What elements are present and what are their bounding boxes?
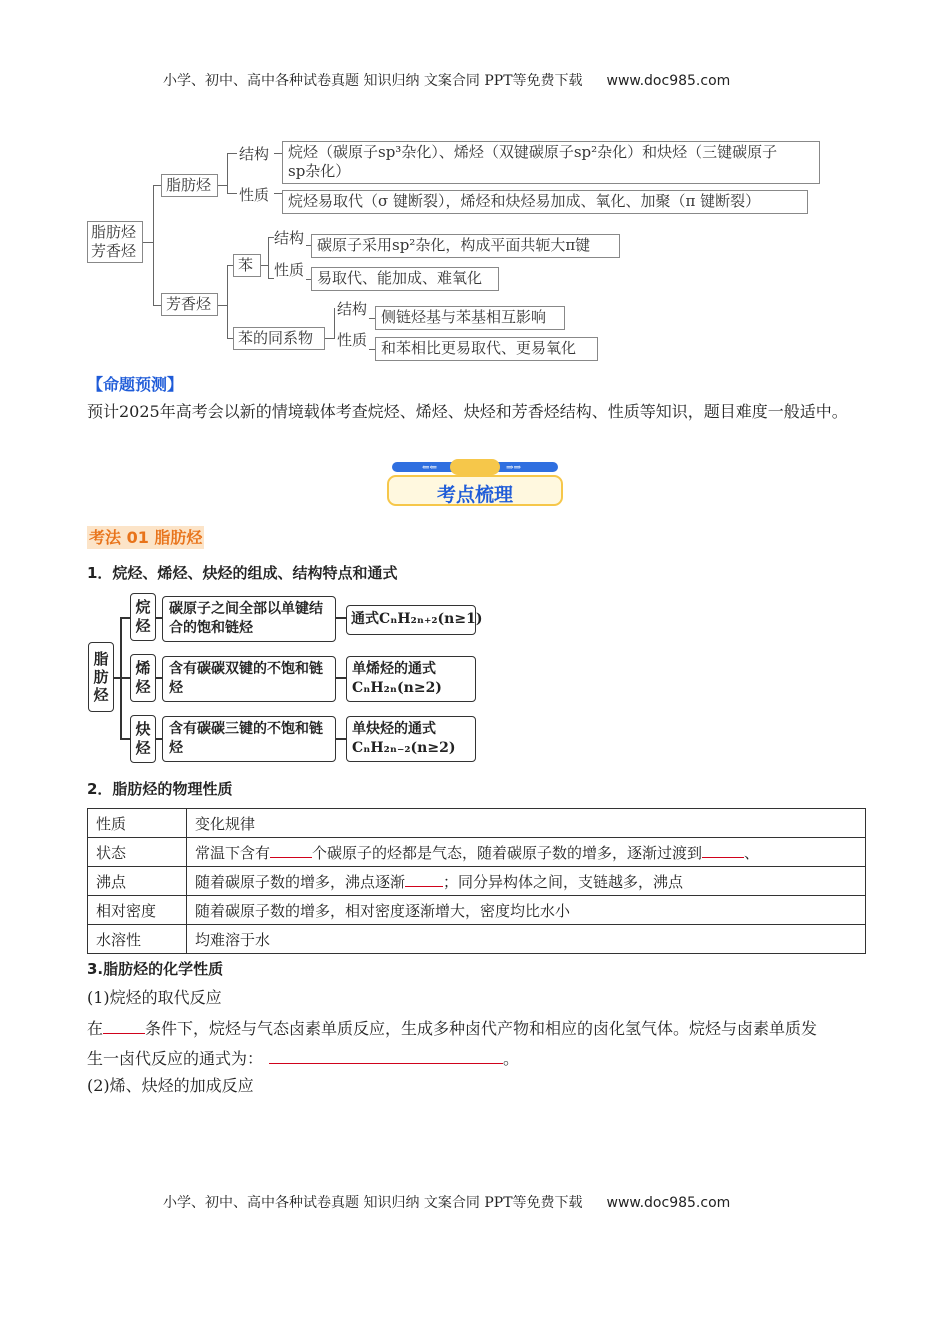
- method-title: 考法 01 脂肪烃: [89, 528, 203, 547]
- alkene-formula-box: [346, 656, 476, 702]
- mindmap-root: 脂肪烃 芳香烃: [87, 221, 143, 263]
- header-url: www.doc985.com: [606, 73, 731, 89]
- rule-text: 、: [744, 843, 760, 862]
- answer-blank[interactable]: [269, 1049, 503, 1064]
- table-row: [88, 867, 866, 896]
- node-aromatic: 芳香烃: [161, 293, 218, 316]
- section-banner: [386, 458, 564, 508]
- homolog-structure-box: 侧链烃基与苯基相互影响: [375, 306, 565, 330]
- header-text: 小学、初中、高中各种试卷真题 知识归纳 文案合同 PPT等免费下载: [163, 73, 583, 89]
- subsection-alkane-substitution: (1)烷烃的取代反应: [87, 988, 222, 1007]
- table-row: [88, 925, 866, 954]
- diagram-root: 脂肪烃: [88, 642, 114, 712]
- p1-text: 在: [87, 1019, 104, 1038]
- aliphatic-structure-line2: sp杂化）: [288, 162, 351, 180]
- svg-text:⇐⇐: ⇐⇐: [422, 463, 438, 473]
- benzene-property-label: 性质: [274, 261, 305, 279]
- table-cell-rule: [187, 838, 866, 867]
- prediction-text: 预计2025年高考会以新的情境载体考查烷烃、烯烃、炔烃和芳香烃结构、性质等知识，题目难度一般适中。: [87, 402, 848, 421]
- paragraph-substitution: [87, 1014, 857, 1074]
- table-cell-rule: 均难溶于水: [187, 925, 866, 954]
- homolog-structure-label: 结构: [337, 300, 368, 318]
- answer-blank[interactable]: [702, 843, 744, 858]
- alkane-formula-label: 通式: [351, 611, 379, 627]
- footer-url: www.doc985.com: [606, 1195, 731, 1211]
- page-footer: [163, 1192, 730, 1212]
- section1-title: 1．烷烃、烯烃、炔烃的组成、结构特点和通式: [87, 564, 398, 582]
- aliphatic-property-box: 烷烃易取代（σ 键断裂），烯烃和炔烃易加成、氧化、加聚（π 键断裂）: [282, 190, 808, 214]
- table-cell-prop: 沸点: [88, 867, 187, 896]
- aliphatic-structure-line1: 烷烃（碳原子sp³杂化）、烯烃（双键碳原子sp²杂化）和炔烃（三键碳原子: [288, 143, 778, 161]
- homolog-property-label: 性质: [337, 331, 368, 349]
- prediction-title: 【命题预测】: [87, 375, 184, 394]
- rule-text: 随着碳原子数的增多，沸点逐渐: [195, 872, 406, 891]
- answer-blank[interactable]: [103, 1019, 145, 1034]
- answer-blank[interactable]: [405, 872, 443, 887]
- section3-title: 3.脂肪烃的化学性质: [87, 960, 224, 978]
- alkene-desc: 含有碳碳双键的不饱和链烃: [162, 656, 336, 702]
- rule-text: 常温下含有: [195, 843, 271, 862]
- p1-text: 条件下，烷烃与气态卤素单质反应，生成多种卤代产物和相应的卤化氢气体。烷烃与卤素单质发: [145, 1019, 818, 1038]
- alkene-label: 烯烃: [130, 654, 156, 702]
- node-benzene: 苯: [233, 254, 261, 277]
- table-header-row: [88, 809, 866, 838]
- alkyne-formula-box: [346, 716, 476, 762]
- table-cell-prop: 相对密度: [88, 896, 187, 925]
- rule-text: 个碳原子的烃都是气态，随着碳原子数的增多，逐渐过渡到: [312, 843, 703, 862]
- p1-text: 生一卤代反应的通式为：: [87, 1049, 264, 1068]
- rule-text: ；同分异构体之间，支链越多，沸点: [443, 872, 684, 891]
- alkyne-formula: CₙH₂ₙ₋₂(n≥2): [352, 740, 456, 756]
- table-cell-rule: 随着碳原子数的增多，相对密度逐渐增大，密度均比水小: [187, 896, 866, 925]
- physical-properties-table: [87, 808, 866, 954]
- table-header-cell: 变化规律: [187, 809, 866, 838]
- table-cell-rule: [187, 867, 866, 896]
- benzene-structure-label: 结构: [274, 229, 305, 247]
- section2-title: 2．脂肪烃的物理性质: [87, 780, 233, 798]
- page-header: [163, 70, 730, 90]
- subsection-addition: (2)烯、炔烃的加成反应: [87, 1076, 254, 1095]
- alkane-label: 烷烃: [130, 593, 156, 641]
- alkene-formula: CₙH₂ₙ(n≥2): [352, 680, 442, 696]
- table-row: [88, 896, 866, 925]
- alkene-formula-label: 单烯烃的通式: [352, 661, 436, 677]
- label-property: 性质: [239, 186, 270, 204]
- label-structure: 结构: [239, 145, 270, 163]
- table-row: [88, 838, 866, 867]
- table-cell-prop: 水溶性: [88, 925, 187, 954]
- homolog-property-box: 和苯相比更易取代、更易氧化: [375, 337, 598, 361]
- table-header-cell: 性质: [88, 809, 187, 838]
- alkyne-formula-label: 单炔烃的通式: [352, 721, 436, 737]
- alkyne-desc: 含有碳碳三键的不饱和链烃: [162, 716, 336, 762]
- alkane-desc: 碳原子之间全部以单键结合的饱和链烃: [162, 596, 336, 642]
- node-aliphatic: 脂肪烃: [161, 174, 218, 197]
- alkane-formula-box: [346, 605, 483, 635]
- table-cell-prop: 状态: [88, 838, 187, 867]
- node-benzene-homolog: 苯的同系物: [233, 327, 325, 350]
- alkane-formula: CₙH₂ₙ₊₂(n≥1): [379, 611, 483, 627]
- aliphatic-structure-box: [282, 141, 820, 184]
- footer-text: 小学、初中、高中各种试卷真题 知识归纳 文案合同 PPT等免费下载: [163, 1195, 583, 1211]
- alkyne-label: 炔烃: [130, 715, 156, 763]
- svg-text:⇒⇒: ⇒⇒: [506, 463, 522, 473]
- benzene-property-box: 易取代、能加成、难氧化: [311, 267, 499, 291]
- answer-blank[interactable]: [270, 843, 312, 858]
- p1-text: 。: [503, 1049, 520, 1068]
- benzene-structure-box: 碳原子采用sp²杂化，构成平面共轭大π键: [311, 234, 620, 258]
- banner-title: 考点梳理: [436, 484, 513, 506]
